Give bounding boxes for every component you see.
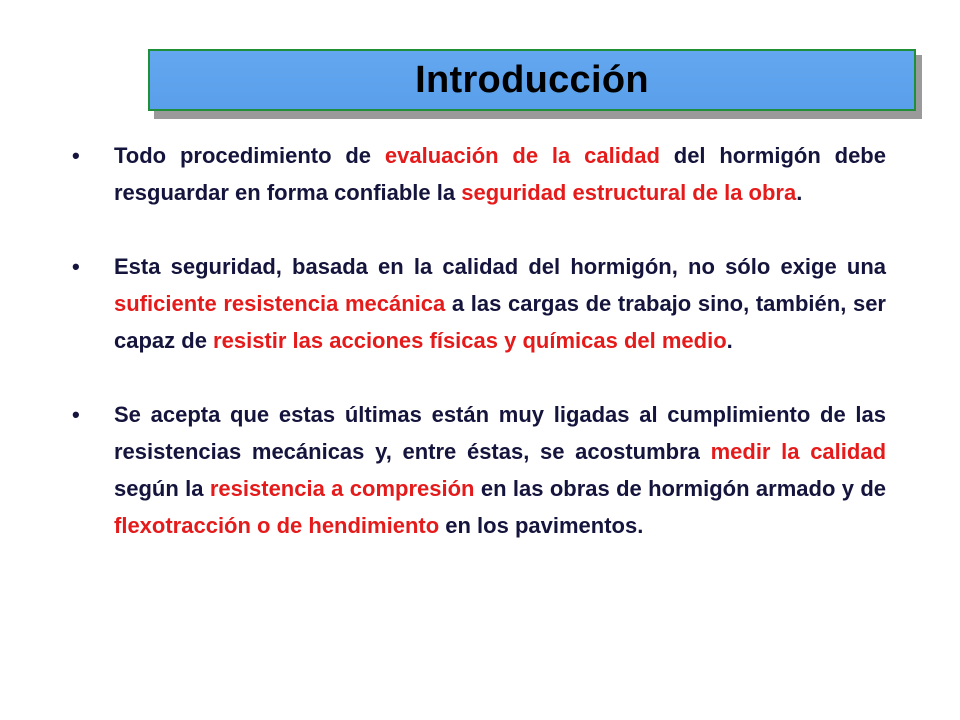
title-banner	[148, 49, 916, 111]
bullet-item	[72, 137, 886, 211]
page-title: Introducción	[415, 58, 649, 101]
bullet-marker: •	[72, 143, 80, 168]
bullet-segment: Se acepta que estas últimas están muy ligadas al cumplimiento de las resistencias mecánicas y, entre éstas, se acostumbra	[114, 402, 886, 464]
bullet-segment: .	[796, 180, 803, 205]
bullet-segment: según la	[114, 476, 210, 501]
bullet-segment: del hormigón debe resguardar en forma confiable la	[114, 143, 886, 205]
bullet-segment: en los pavimentos.	[439, 513, 644, 538]
bullet-highlight: flexotracción o de hendimiento	[114, 513, 440, 538]
bullet-highlight: medir la calidad	[710, 439, 887, 464]
bullet-highlight: evaluación de la calidad	[384, 143, 660, 168]
bullet-segment: .	[726, 328, 733, 353]
bullet-highlight: resistencia a compresión	[209, 476, 475, 501]
bullet-highlight: seguridad estructural de la obra	[461, 180, 797, 205]
bullet-segment: Todo procedimiento de	[114, 143, 385, 168]
bullet-marker: •	[72, 254, 80, 279]
bullet-marker: •	[72, 402, 80, 427]
bullet-segment: a las cargas de trabajo sino, también, ser capaz de	[114, 291, 886, 353]
bullet-list	[72, 137, 886, 544]
bullet-highlight: resistir las acciones físicas y químicas del medio	[213, 328, 727, 353]
bullet-item	[72, 248, 886, 359]
bullet-highlight: suficiente resistencia mecánica	[114, 291, 446, 316]
bullet-segment: Esta seguridad, basada en la calidad del hormigón, no sólo exige una	[114, 254, 886, 279]
bullet-segment: en las obras de hormigón armado y de	[474, 476, 887, 501]
bullet-item	[72, 396, 886, 544]
